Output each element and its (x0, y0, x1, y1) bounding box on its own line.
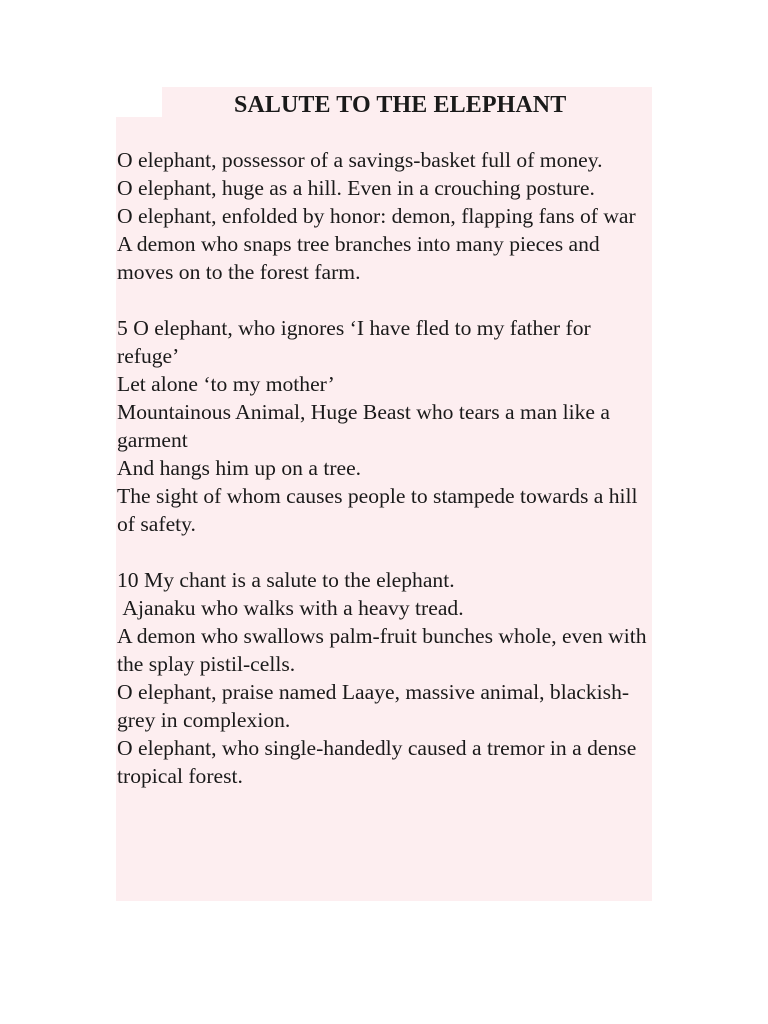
poem-line: O elephant, possessor of a savings-basket full of money. (117, 148, 603, 172)
poem-line: A demon who snaps tree branches into many pieces and moves on to the forest farm. (117, 232, 606, 284)
poem-line: O elephant, huge as a hill. Even in a crouching posture. (117, 176, 595, 200)
poem-line: O elephant, who single-handedly caused a tremor in a dense tropical forest. (117, 736, 642, 788)
poem-line: 5 O elephant, who ignores ‘I have fled to my father for refuge’ (117, 316, 597, 368)
poem-line: The sight of whom causes people to stampede towards a hill of safety. (117, 484, 643, 536)
stanza-2 (117, 314, 657, 538)
stanza-1 (117, 146, 657, 286)
poem-line: O elephant, praise named Laaye, massive animal, blackish-grey in complexion. (117, 680, 630, 732)
poem-line: Mountainous Animal, Huge Beast who tears a man like a garment (117, 400, 616, 452)
poem-line: Ajanaku who walks with a heavy tread. (117, 596, 464, 620)
title-notch (116, 87, 162, 117)
poem-body (117, 146, 657, 790)
poem-title: SALUTE TO THE ELEPHANT (234, 92, 567, 118)
poem-line: And hangs him up on a tree. (117, 456, 362, 480)
poem-line: Let alone ‘to my mother’ (117, 372, 335, 396)
poem-line: A demon who swallows palm-fruit bunches whole, even with the splay pistil-cells. (117, 624, 652, 676)
poem-line: O elephant, enfolded by honor: demon, flapping fans of war (117, 204, 636, 228)
stanza-3 (117, 566, 657, 790)
poem-line: 10 My chant is a salute to the elephant. (117, 568, 455, 592)
